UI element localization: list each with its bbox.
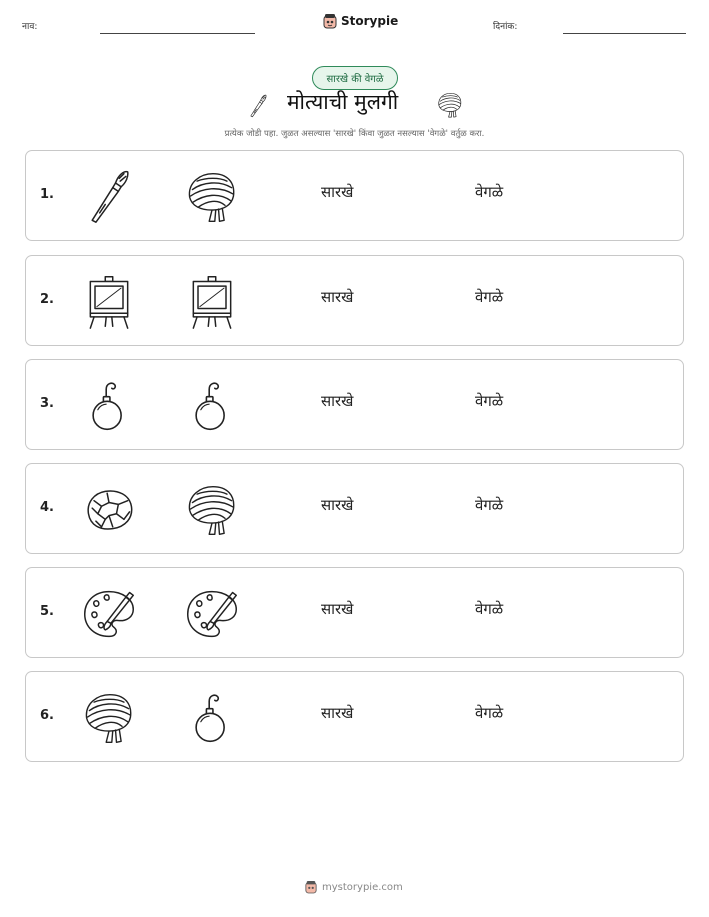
paintbrush-icon <box>81 169 137 225</box>
name-field-line[interactable] <box>100 33 255 34</box>
brand-name: Storypie <box>341 14 399 28</box>
worksheet-type-badge: सारखे की वेगळे <box>312 66 398 90</box>
same-option[interactable]: सारखे <box>321 183 354 201</box>
question-number: 1. <box>40 187 54 202</box>
storypie-mascot-icon <box>305 880 317 894</box>
same-option[interactable]: सारखे <box>321 704 354 722</box>
rock-icon <box>81 482 137 538</box>
palette-icon <box>184 586 240 642</box>
different-option[interactable]: वेगळे <box>475 288 504 306</box>
footer <box>305 880 403 894</box>
turban-icon <box>184 169 240 225</box>
paintbrush-title-icon <box>246 90 270 122</box>
storypie-mascot-icon <box>323 13 337 29</box>
question-number: 6. <box>40 708 54 723</box>
brand-logo <box>323 13 398 29</box>
turban-title-icon <box>436 91 464 119</box>
different-option[interactable]: वेगळे <box>475 392 504 410</box>
worksheet-title: मोत्याची मुलगी <box>287 90 399 114</box>
different-option[interactable]: वेगळे <box>475 600 504 618</box>
pearl-pendant-icon <box>81 378 137 434</box>
question-row-1 <box>25 150 684 241</box>
easel-icon <box>81 274 137 330</box>
pearl-pendant-icon <box>184 378 240 434</box>
different-option[interactable]: वेगळे <box>475 183 504 201</box>
footer-url[interactable]: mystorypie.com <box>322 881 403 893</box>
turban-icon <box>81 690 137 746</box>
question-number: 3. <box>40 396 54 411</box>
date-label: दिनांक: <box>493 22 518 32</box>
same-option[interactable]: सारखे <box>321 600 354 618</box>
question-row-6 <box>25 671 684 762</box>
turban-icon <box>184 482 240 538</box>
same-option[interactable]: सारखे <box>321 392 354 410</box>
date-field-line[interactable] <box>563 33 686 34</box>
question-number: 2. <box>40 292 54 307</box>
same-option[interactable]: सारखे <box>321 496 354 514</box>
same-option[interactable]: सारखे <box>321 288 354 306</box>
instructions: प्रत्येक जोडी पहा. जुळत असल्यास 'सारखे' किंवा जुळत नसल्यास 'वेगळे' वर्तुळ करा. <box>224 129 485 139</box>
pearl-pendant-icon <box>184 690 240 746</box>
palette-icon <box>81 586 137 642</box>
different-option[interactable]: वेगळे <box>475 704 504 722</box>
question-row-5 <box>25 567 684 658</box>
question-row-3 <box>25 359 684 450</box>
question-row-4 <box>25 463 684 554</box>
easel-icon <box>184 274 240 330</box>
different-option[interactable]: वेगळे <box>475 496 504 514</box>
question-number: 4. <box>40 500 54 515</box>
question-row-2 <box>25 255 684 346</box>
question-number: 5. <box>40 604 54 619</box>
name-label: नाव: <box>22 22 38 32</box>
